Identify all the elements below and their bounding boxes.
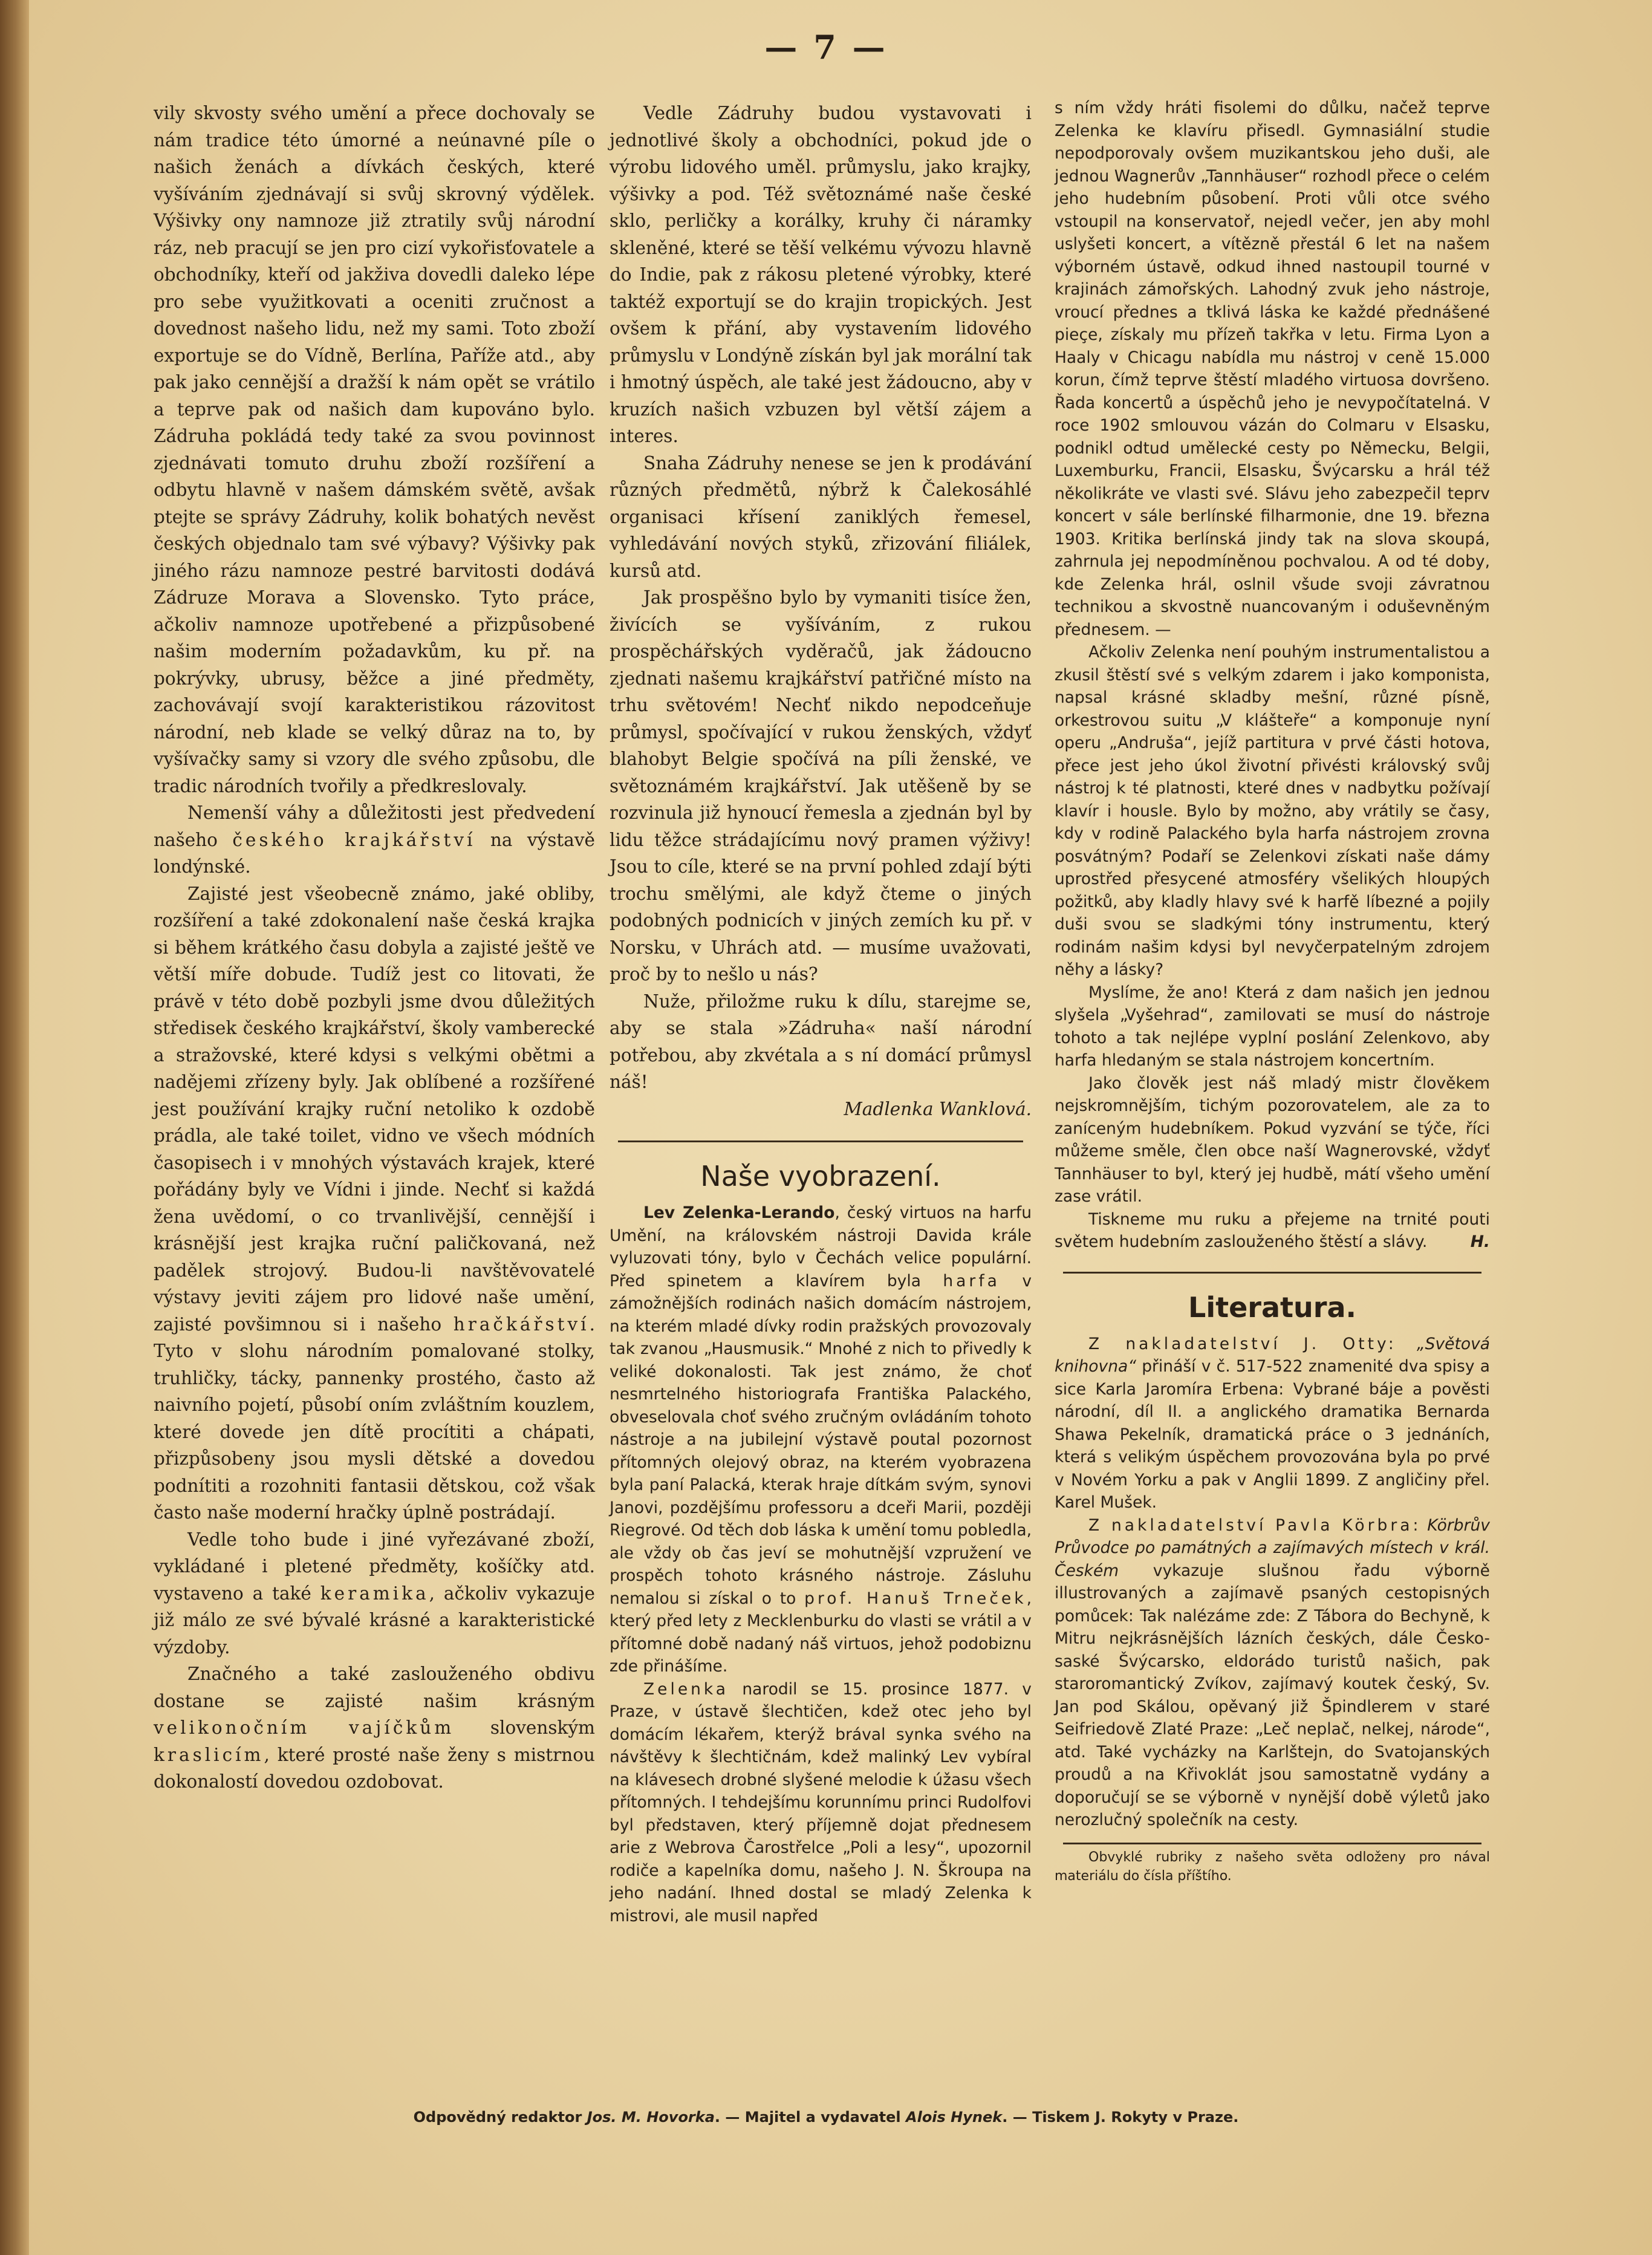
zelenka-text-d: narodil se 15. prosince 1877. v Praze, v ústavě šlechtičen, kdež otec jeho byl domácím lékařem, kterýž brával synka svého na návštěvy k šlechtičnám, kdež malinký Lev vybíral na klávesech drobné slyšené melodie k úžasu všech přítomných. I tehdejšímu korunnímu princi Rudolfovi byl představen, který příjemně dojat přednesem arie z Webrova Čarostřelce „Poli a lesy“, upozornil rodiče a kapelníka domu, našeho J. N. Škroupa na jeho nadání. Ihned dostal se mladý Zelenka k mistrovi, ale musil napřed	[610, 1679, 1032, 1925]
zelenka-prof: prof. Hanuš Trneček	[804, 1589, 1027, 1608]
section-divider	[618, 1141, 1023, 1142]
column-1	[154, 100, 595, 1795]
col3-p5-text: Tiskneme mu ruku a přejeme na trnité pouti světem hudebním zaslouženého štěstí a slávy.	[1055, 1209, 1490, 1251]
article-signature: Madlenka Wanklová.	[844, 1098, 1032, 1119]
section-divider-2	[1063, 1272, 1481, 1274]
zelenka-paragraph-2	[610, 1678, 1032, 1928]
section-divider-3	[1063, 1843, 1481, 1844]
col1-p3-spaced: hračkářství	[453, 1313, 590, 1335]
col1-p3-end: . Tyto v slohu národním pomalované stolky, truhličky, tácky, pannenky prostého, často až naivního pojetí, působí oním zvláštním kouzlem, které dovede jen dítě procítiti a chápati, přizpůsobeny jsou mysli dětské a dovedou podnítiti a rozohniti fantasii dětskou, což však často naše moderní hračky úplně postrádají.	[154, 1313, 595, 1523]
page-number: — 7 —	[764, 28, 888, 67]
col1-p4-spaced: keramika	[320, 1583, 429, 1604]
col1-p3-start: Zajisté jest všeobecně známo, jaké obliby, rozšíření a také zdokonalení naše česká krajka si během krátkého času dobyla a zajisté ještě ve větší míře dobude. Tudíž jest co litovati, že právě v této době pozbyli jsme dvou důležitých středisek českého krajkářství, školy vamberecké a stražovské, které kdysi s velkými obětmi a nadějemi zřízeny byly. Jak oblíbené a rozšířené jest používání krajky ruční netoliko k ozdobě prádla, ale také toilet, vidno ve všech módních časopisech i v mnohých výstavách krajek, které pořádány byly ve Vídni i jinde. Nechť si každá žena uvědomí, o co trvanlivější, cennější i krásnější jest krajka ruční paličkovaná, než padělek strojový. Budou-li navštěvovatelé výstavy jeviti zájem pro lidové naše umění, zajisté povšimnou si i našeho	[154, 883, 595, 1335]
col1-p5-mid: slovenským	[490, 1717, 595, 1738]
col1-paragraph-5	[154, 1661, 595, 1795]
col3-paragraph-4: Jako člověk jest náš mladý mistr člověkem nejskromnějším, tichým pozorovatelem, ale za to zaníceným hudebníkem. Pokud vyzvání se týče, říci můžeme směle, člen obce naší Wagnerovské, vždyť Tannhäuser to byl, který jej hudbě, mátí všeho umění zase vrátil.	[1055, 1073, 1490, 1206]
footer-editor: Jos. M. Hovorka	[587, 2109, 715, 2126]
lit-entry-1	[1055, 1333, 1490, 1514]
col1-paragraph-4	[154, 1526, 595, 1661]
zelenka-text-b: v zámožnějších rodinách našich domácím nástrojem, na kterém mladé dívky rodin pražských provozovaly tak zvanou „Hausmusik.“ Mnohé z nich to přivedly k veliké dokonalosti. Tak jest známo, že choť nesmrtelného historiografa Františka Palackého, obveselovala choť svého zručným ovládáním tohoto nástroje a na jubilejní výstavě poutal pozornost přítomných olejový obraz, na kterém vyobrazena byla paní Palacká, kterak hraje dítkám svým, synovi Janovi, pozdějšímu professoru a dceři Marii, později Riegrové. Od těch dob láska k umění tomu pobledla, ale vždy ob čas jeví se mohutnější vzpružení ve prospěch tohoto krásného nástroje. Zásluhu nemalou si získal o to	[610, 1271, 1032, 1608]
section-title-nase-vyobrazeni: Naše vyobrazení.	[700, 1160, 941, 1193]
zelenka-p2-name: Zelenka	[643, 1679, 729, 1699]
lit1-head: Z nakladatelství J. Otty:	[1088, 1334, 1397, 1353]
col2-paragraph-1: Vedle Zádruhy budou vystavovati i jednotlivé školy a obchodníci, pokud jde o výrobu lidového uměl. průmyslu, jako krajky, výšivky a pod. Též světoznámé naše české sklo, perličky a korálky, kruhy či náramky skleněné, které se těší velkému vývozu hlavně do Indie, pak z rákosu pletené výrobky, které taktéž exportují se do krajin tropických. Jest ovšem k přání, aby vystavením lidového průmyslu v Londýně získán byl jak morální tak i hmotný úspěch, ale také jest žádoucno, aby v kruzích našich vzbuzen byl větší zájem a interes.	[610, 103, 1032, 446]
zelenka-name: Lev Zelenka-Lerando	[643, 1203, 835, 1222]
col1-paragraph-3	[154, 880, 595, 1526]
lit2-italic: Körbrův Průvodce po památných a zajímavých místech v král. Českém	[1055, 1515, 1490, 1580]
zelenka-harfa: harfa	[943, 1271, 1000, 1290]
col3-paragraph-5	[1055, 1208, 1490, 1254]
col1-p2-spaced: českého krajkářství	[232, 829, 476, 850]
col2-paragraph-4: Nuže, přiložme ruku k dílu, starejme se, aby se stala »Zádruha« naší národní potřebou, aby zkvétala a s ní domácí průmysl náš!	[610, 991, 1032, 1092]
col1-p5-end: , které prosté naše ženy s mistrnou dokonalostí dovedou ozdobovat.	[154, 1744, 595, 1792]
col2-paragraph-2: Snaha Zádruhy nenese se jen k prodávání různých předmětů, nýbrž k Čalekosáhlé organisaci křísení zaniklých řemesel, vyhledávání nových styků, zřizování filiálek, kursů atd.	[610, 452, 1032, 581]
col1-p5-spaced2: kraslicím	[154, 1744, 264, 1765]
footer-mid: . — Majitel a vydavatel	[714, 2109, 901, 2126]
lit1-italic: „Světová knihovna“	[1055, 1334, 1490, 1376]
zelenka-text-c: , který před lety z Mecklenburku do vlasti se vrátil a v přítomné době nadaný náš virtuos, jehož podobiznu zde přinášíme.	[610, 1589, 1032, 1676]
col1-p4-start: Vedle toho bude i jiné vyřezávané zboží, vykládané i pletené předměty, košíčky atd. vystaveno a také	[154, 1529, 595, 1604]
footer-end: . — Tiskem J. Rokyty v Praze.	[1002, 2109, 1239, 2126]
footer-lead: Odpovědný redaktor	[413, 2109, 582, 2126]
col1-paragraph-1: vily skvosty svého umění a přece dochovaly se nám tradice této úmorné a neúnavné píle o našich ženách a dívkách českých, které vyšíváním zjednávají si svůj skrovný výdělek. Výšivky ony namnoze již ztratily svůj národní ráz, neb pracují se jen pro cizí vykořisťovatele a obchodníky, kteří od jakživa dovedli daleko lépe pro sebe využitkovati a oceniti zručnost a dovednost našeho lidu, než my sami. Toto zboží exportuje se do Vídně, Berlína, Paříže atd., aby pak jako cennější a dražší k nám opět se vrátilo a teprve pak od našich dam kupováno bylo. Zádruha pokládá tedy také za svou povinnost zjednávati tomuto druhu zboží rozšíření a odbytu hlavně v našem dámském světě, avšak ptejte se správy Zádruhy, kolik bohatých nevěst českých objednalo tam své výbavy? Výšivky pak jiného rázu namnoze pestré barvitosti dodává Zádruze Morava a Slovensko. Tyto práce, ačkoliv namnoze upotřebené a přizpůsobené našim moderním požadavkům, ku př. na pokrývky, ubrusy, běžce a jiné předměty, zachovávají svojí karakteristikou rázovitost národní, neb klade se velký důraz na to, by vyšívačky samy si vzory dle svého způsobu, dle tradic národních tvořily a předkreslovaly.	[154, 103, 595, 796]
footer-publisher: Alois Hynek	[906, 2109, 1003, 2126]
col3-paragraph-1: s ním vždy hráti fisolemi do důlku, načež teprve Zelenka ke klavíru přisedl. Gymnasiální studie nepodporovaly ovšem muzikantskou jeho duši, ale jednou Wagnerův „Tannhäuser“ rozhodl přece o celém jeho hudebním působení. Proti vůli otce svého vstoupil na konservatoř, nejedl večer, jen aby mohl uslyšeti koncert, a vítězně přestál 6 let na našem výborném ústavě, odkud ihned nastoupil tourné v krajinách zámořských. Lahodný zvuk jeho nástroje, vroucí přednes a tklivá láska ke každé přednášené pieçe, získaly mu přízeň takřka v letu. Firma Lyon a Haaly v Chicagu nabídla mu nástroj v ceně 15.000 korun, čímž teprve štěstí mladého virtuosa dovršeno. Řada koncertů a úspěchů jeho je nevypočítatelná. V roce 1902 smlouvou vázán do Colmaru v Elsasku, podnikl odtud umělecké cesty po Německu, Belgii, Luxemburku, Francii, Elsasku, Švýcarsku a hrál též několikráte ve vlasti své. Slávu jeho zabezpečil teprv koncert v sále berlínské filharmonie, dne 19. března 1903. Kritika berlínská jindy tak na slova skoupá, zahrnula jej nepodmíněnou pochvalou. A od té doby, kde Zelenka hrál, oslnil všude svoji závratnou technikou a skvostně nuancovaným i oduševněným přednesem. —	[1055, 99, 1490, 639]
col1-paragraph-2	[154, 799, 595, 880]
lit2-head: Z nakladatelství Pavla Körbra:	[1088, 1515, 1422, 1535]
section-title-literatura: Literatura.	[1188, 1290, 1356, 1324]
rubric-note: Obvyklé rubriky z našeho světa odloženy pro nával materiálu do čísla příštího.	[1055, 1849, 1490, 1884]
imprint-footer	[0, 2109, 1652, 2126]
col1-p4-end: , ačkoliv vykazuje již málo ze své bývalé krásné a karakteristické výzdoby.	[154, 1583, 595, 1658]
col1-p5-start: Značného a také zaslouženého obdivu dostane se zajisté našim krásným	[154, 1664, 595, 1711]
article-signature-h: H.	[1470, 1232, 1490, 1251]
zelenka-article	[610, 1202, 1032, 1927]
col3-paragraph-3: Myslíme, že ano! Která z dam našich jen jednou slyšela „Vyšehrad“, zamilovati se musí do nástroje tohoto a tak nejlépe vyplní poslání Zelenkovo, aby harfa hledaným se stala nástrojem koncertním.	[1055, 983, 1490, 1070]
lit1-text: přináší v č. 517-522 znamenité dva spisy a sice Karla Jaromíra Erbena: Vybrané báje a pověsti národní, díl II. a anglického dramatika Bernarda Shawa Pekelník, dramatická práce o 3 jednáních, která s velikým úspěchem provozována byla po prvé v Novém Yorku a pak v Anglii 1899. Z angličiny přel. Karel Mušek.	[1055, 1357, 1490, 1512]
lit-entry-2	[1055, 1514, 1490, 1832]
column-2	[610, 100, 1032, 1927]
col2-paragraph-3: Jak prospěšno bylo by vymaniti tisíce žen, živících se vyšíváním, z rukou prospěchářských vyděračů, jak žádoucno zjednati našemu krajkářství patřičné místo na trhu světovém! Nechť nikdo nepodceňuje průmysl, spočívající v rukou ženských, vždyť blahobyt Belgie spočívá na píli ženské, ve světoznámém krajkářství. Jak utěšeně by se rozvinula již hynoucí řemesla a zjednán byl by lidu těžce strádajícímu nový pramen výživy! Jsou to cíle, které se na první pohled zdají býti trochu smělými, ale když čteme o jiných podobných podnicích v jiných zemích ku př. v Norsku, v Uhrách atd. — musíme uvažovati, proč by to nešlo u nás?	[610, 587, 1032, 984]
col1-p5-spaced1: velikonočním vajíčkům	[154, 1717, 455, 1738]
page-binding-edge	[0, 0, 29, 2255]
col1-p2-start: Nemenší váhy a důležitosti jest předvedení našeho	[154, 802, 595, 850]
column-3	[1055, 97, 1490, 1886]
zelenka-paragraph-1	[610, 1202, 1032, 1678]
zelenka-text-a: , český virtuos na harfu Umění, na královském nástroji Davida krále vyluzovati tóny, bylo v Čechách velice populární. Před spinetem a klavírem byla	[610, 1203, 1032, 1290]
col3-paragraph-2: Ačkoliv Zelenka není pouhým instrumentalistou a zkusil štěstí své s velkým zdarem i jako komponista, napsal krásné skladby mešní, různé písně, orkestrovou suitu „V klášteře“ a komponuje nyní operu „Andruša“, jejíž partitura v prvé části hotova, přece jest jeho úkol životní přivésti královský svůj nástroj k té platnosti, které dnes v nadbytku požívají klavír i housle. Bylo by možno, aby vrátily se časy, kdy v rodině Palackého byla harfa nástrojem zrovna posvátným? Podaří se Zelenkovi získati naše dámy uprostřed přesycené atmosféry všelikých hloupých požitků, aby kladly hlavy své k harfě líbezné a pojily duši svou se sladkými tóny instrumentu, který rodinám našim kdysi byl nevyčerpatelným zdrojem něhy a lásky?	[1055, 643, 1490, 979]
lit2-text: vykazuje slušnou řadu výborně illustrovaných a zajímavě psaných cestopisných pomůcek: Tak nalézáme zde: Z Tábora do Bechyně, k Mitru nejkrásnějších lázních českých, dále Česko-saské Švýcarsko, eldorádo turistů našich, pak staroromantický Zvíkov, zajímavý koutek český, Sv. Jan pod Skálou, opěvaný již Špindlerem v staré Seifriedově Zlaté Praze: „Leč neplač, nelkej, národe“, atd. Také vycházky na Karlštejn, do Svatojanských proudů a na Křivoklát jsou samostatně vydány a doporučují se se výborně v nynější době výletů jako nerozlučný společník na cesty.	[1055, 1561, 1490, 1829]
col1-p2-end: na výstavě londýnské.	[154, 829, 595, 877]
